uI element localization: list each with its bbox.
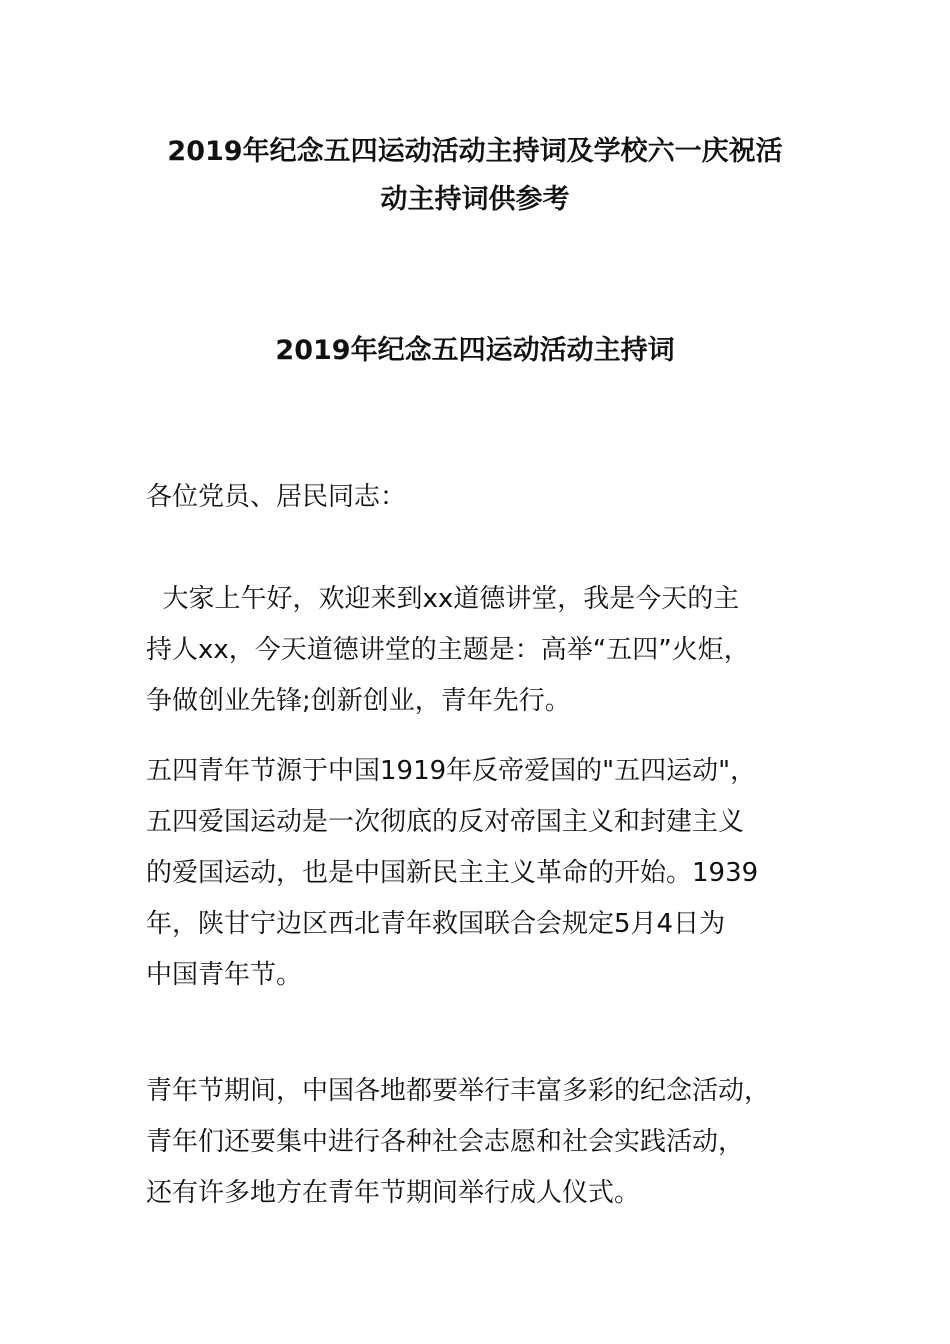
paragraph-line: 青年节期间，中国各地都要举行丰富多彩的纪念活动， bbox=[146, 1076, 771, 1106]
paragraph-line: 中国青年节。 bbox=[146, 960, 303, 990]
paragraph-line: 争做创业先锋;创新创业，青年先行。 bbox=[146, 686, 571, 716]
document-title-line: 2019年纪念五四运动活动主持词及学校六一庆祝活 bbox=[167, 136, 783, 167]
greeting-line: 各位党员、居民同志： bbox=[146, 482, 407, 512]
paragraph-line: 五四爱国运动是一次彻底的反对帝国主义和封建主义 bbox=[146, 807, 745, 837]
document-title bbox=[0, 128, 950, 224]
section-title: 2019年纪念五四运动活动主持词 bbox=[275, 335, 675, 366]
greeting-paragraph bbox=[146, 472, 826, 523]
body-paragraph bbox=[146, 574, 826, 727]
paragraph-line: 的爱国运动，也是中国新民主主义革命的开始。1939 bbox=[146, 858, 759, 888]
document-title-line: 动主持词供参考 bbox=[380, 184, 570, 215]
paragraph-line: 青年们还要集中进行各种社会志愿和社会实践活动， bbox=[146, 1127, 745, 1157]
body-paragraph bbox=[146, 746, 826, 1001]
paragraph-line: 持人xx，今天道德讲堂的主题是：高举“五四”火炬， bbox=[146, 635, 750, 665]
paragraph-line: 还有许多地方在青年节期间举行成人仪式。 bbox=[146, 1178, 641, 1208]
paragraph-line: 五四青年节源于中国1919年反帝爱国的"五四运动"， bbox=[146, 756, 757, 786]
paragraph-line: 大家上午好，欢迎来到xx道德讲堂，我是今天的主 bbox=[146, 584, 740, 614]
paragraph-line: 年，陕甘宁边区西北青年救国联合会规定5月4日为 bbox=[146, 909, 726, 939]
body-paragraph bbox=[146, 1066, 826, 1219]
